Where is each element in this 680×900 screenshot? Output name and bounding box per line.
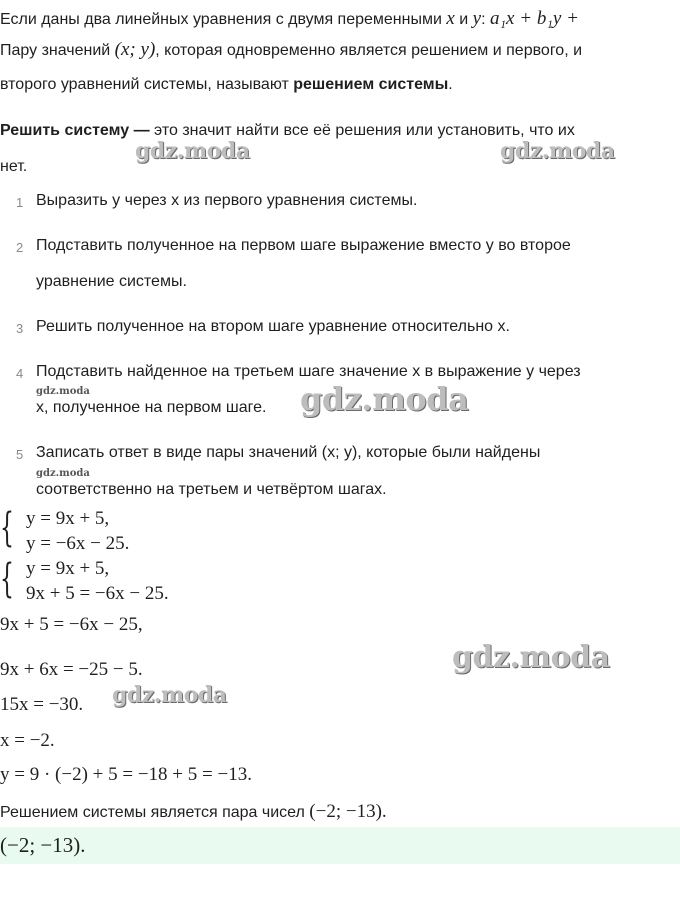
system-equation: 9x + 5 = −6x − 25. — [26, 583, 169, 604]
step-number: 2 — [16, 240, 24, 255]
intro-line-3 — [0, 76, 453, 94]
intro-line-1 — [0, 8, 579, 30]
watermark-logo: gdz.moda — [36, 468, 90, 479]
conclusion-text: Решением системы является пара чисел — [0, 804, 310, 821]
conclusion-pair: (−2; −13). — [309, 801, 387, 822]
solution-step: x = −2. — [0, 730, 55, 751]
step-text-cont: x, полученное на первом шаге. — [36, 399, 267, 416]
term-solution-of-system: решением системы — [293, 76, 449, 93]
step-number: 5 — [16, 447, 24, 462]
equation-preview: a₁x + b₁y + — [489, 8, 579, 29]
conclusion — [0, 801, 387, 823]
var-y: y — [472, 8, 482, 29]
answer-box — [0, 827, 680, 864]
intro-line-2 — [0, 39, 582, 61]
intro-colon: : — [481, 11, 490, 28]
definition-line-1 — [0, 122, 575, 140]
watermark-logo: gdz.moda — [36, 386, 90, 397]
solution-step: y = 9 · (−2) + 5 = −18 + 5 = −13. — [0, 764, 252, 785]
system-equation: y = 9x + 5, — [26, 558, 110, 579]
step-text: Подставить найденное на третьем шаге значение x в выражение y через — [36, 363, 581, 380]
step-text: Решить полученное на втором шаге уравнение относительно x. — [36, 318, 510, 335]
intro-and: и — [454, 11, 473, 28]
watermark-logo: gdz.moda — [452, 640, 610, 675]
step-text: Выразить y через x из первого уравнения системы. — [36, 192, 418, 209]
system-equation: y = −6x − 25. — [26, 533, 130, 554]
left-brace: { — [0, 505, 14, 551]
intro-period: . — [448, 76, 453, 93]
step-text: Подставить полученное на первом шаге выражение вместо y во второе — [36, 237, 571, 254]
pair-xy: (x; y) — [114, 39, 156, 60]
var-x: x — [446, 8, 455, 29]
watermark-logo: gdz.moda — [112, 682, 227, 708]
step-number: 3 — [16, 321, 24, 336]
step-number: 4 — [16, 366, 24, 381]
solution-step: 9x + 5 = −6x − 25, — [0, 614, 143, 635]
system-equation: y = 9x + 5, — [26, 508, 110, 529]
watermark-logo: gdz.moda — [135, 138, 250, 164]
step-text-cont: соответственно на третьем и четвёртом шагах. — [36, 481, 387, 498]
intro-text-2: Пару значений — [0, 42, 115, 59]
definition-line-2 — [0, 158, 27, 176]
step-text-cont: уравнение системы. — [36, 273, 187, 290]
answer-value: (−2; −13). — [0, 833, 86, 857]
definition-text: это значит найти все её решения или установить, что их — [149, 122, 575, 139]
intro-text-3: второго уравнений системы, называют — [0, 76, 294, 93]
intro-text: Если даны два линейных уравнения с двумя переменными — [0, 11, 447, 28]
solution-step: 9x + 6x = −25 − 5. — [0, 659, 143, 680]
intro-text-2b: , которая одновременно является решением и первого, и — [155, 42, 583, 59]
definition-text-2: нет. — [0, 158, 28, 175]
step-text: Записать ответ в виде пары значений (x; y), которые были найдены — [36, 444, 541, 461]
term-solve-system: Решить систему — — [0, 122, 150, 139]
watermark-logo: gdz.moda — [300, 380, 469, 418]
step-number: 1 — [16, 195, 24, 210]
solution-step: 15x = −30. — [0, 694, 84, 715]
watermark-logo: gdz.moda — [500, 138, 615, 164]
left-brace: { — [0, 556, 14, 602]
